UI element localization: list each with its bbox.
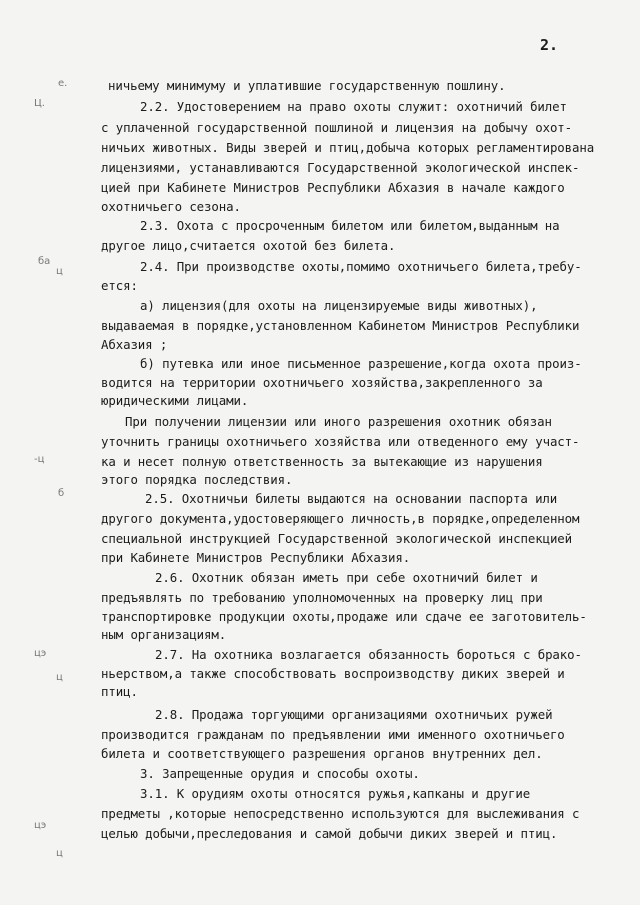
- text-line: 2.8. Продажа торгующими организациями охотничьих ружей: [155, 707, 553, 722]
- margin-mark: ба: [38, 256, 51, 267]
- margin-mark: цэ: [34, 820, 47, 831]
- margin-mark: е.: [58, 78, 68, 89]
- text-line: 3.1. К орудиям охоты относятся ружья,капканы и другие: [140, 786, 531, 801]
- margin-mark: цэ: [34, 648, 47, 659]
- margin-mark: б: [58, 488, 65, 499]
- text-line: ничьему минимуму и уплатившие государственную пошлину.: [108, 78, 506, 93]
- margin-mark: ц: [56, 266, 63, 277]
- text-line: 2.3. Охота с просроченным билетом или билетом,выданным на: [140, 218, 560, 233]
- text-line: лицензиями, устанавливаются Государственной экологической инспек-: [101, 160, 580, 175]
- text-line: Абхазия ;: [101, 337, 168, 352]
- text-line: 2.4. При производстве охоты,помимо охотничьего билета,требу-: [140, 259, 582, 274]
- text-line: 2.2. Удостоверением на право охоты служит: охотничий билет: [140, 99, 567, 114]
- text-line: охотничьего сезона.: [101, 199, 241, 214]
- text-line: цией при Кабинете Министров Республики Абхазия в начале каждого: [101, 180, 565, 195]
- text-line: другого документа,удостоверяющего личность,в порядке,определенном: [101, 511, 580, 526]
- margin-mark: ц: [56, 672, 63, 683]
- text-line: ным организациям.: [101, 627, 227, 642]
- text-line: а) лицензия(для охоты на лицензируемые виды животных),: [140, 298, 538, 313]
- text-line: транспортировке продукции охоты,продаже или сдаче ее заготовитель-: [101, 609, 587, 624]
- text-line: уточнить границы охотничьего хозяйства или отведенного ему участ-: [101, 434, 580, 449]
- page-number: 2.: [540, 36, 559, 54]
- text-line: билета и соответствующего разрешения органов внутренних дел.: [101, 746, 543, 761]
- text-line: водится на территории охотничьего хозяйства,закрепленного за: [101, 375, 543, 390]
- text-line: специальной инструкцией Государственной экологической инспекцией: [101, 531, 573, 546]
- text-line: ется:: [101, 278, 138, 293]
- margin-mark: -ц: [34, 454, 45, 465]
- text-line: производится гражданам по предъявлении ими именного охотничьего: [101, 727, 565, 742]
- text-line: предметы ,которые непосредственно используются для выслеживания с: [101, 806, 580, 821]
- text-line: ньерством,а также способствовать воспроизводству диких зверей и: [101, 666, 565, 681]
- text-line: выдаваемая в порядке,установленном Кабинетом Министров Республики: [101, 318, 580, 333]
- text-line: ка и несет полную ответственность за вытекающие из нарушения: [101, 454, 543, 469]
- text-line: при Кабинете Министров Республики Абхазия.: [101, 550, 411, 565]
- margin-mark: Ц.: [34, 98, 45, 109]
- text-line: птиц.: [101, 684, 138, 699]
- text-line: 2.5. Охотничьи билеты выдаются на основании паспорта или: [145, 491, 558, 506]
- text-line: 2.7. На охотника возлагается обязанность бороться с брако-: [155, 647, 582, 662]
- text-line: предъявлять по требованию уполномоченных на проверку лиц при: [101, 590, 543, 605]
- text-line: другое лицо,считается охотой без билета.: [101, 238, 396, 253]
- text-line: с уплаченной государственной пошлиной и лицензия на добычу охот-: [101, 120, 573, 135]
- text-line: 3. Запрещенные орудия и способы охоты.: [140, 766, 420, 781]
- text-line: б) путевка или иное письменное разрешение,когда охота произ-: [140, 356, 582, 371]
- text-line: этого порядка последствия.: [101, 472, 293, 487]
- text-line: целью добычи,преследования и самой добычи диких зверей и птиц.: [101, 826, 558, 841]
- margin-mark: ц: [56, 848, 63, 859]
- text-line: 2.6. Охотник обязан иметь при себе охотничий билет и: [155, 570, 538, 585]
- text-line: При получении лицензии или иного разрешения охотник обязан: [125, 414, 552, 429]
- text-line: ничьих животных. Виды зверей и птиц,добыча которых регламентирована: [101, 140, 595, 155]
- text-line: юридическими лицами.: [101, 393, 249, 408]
